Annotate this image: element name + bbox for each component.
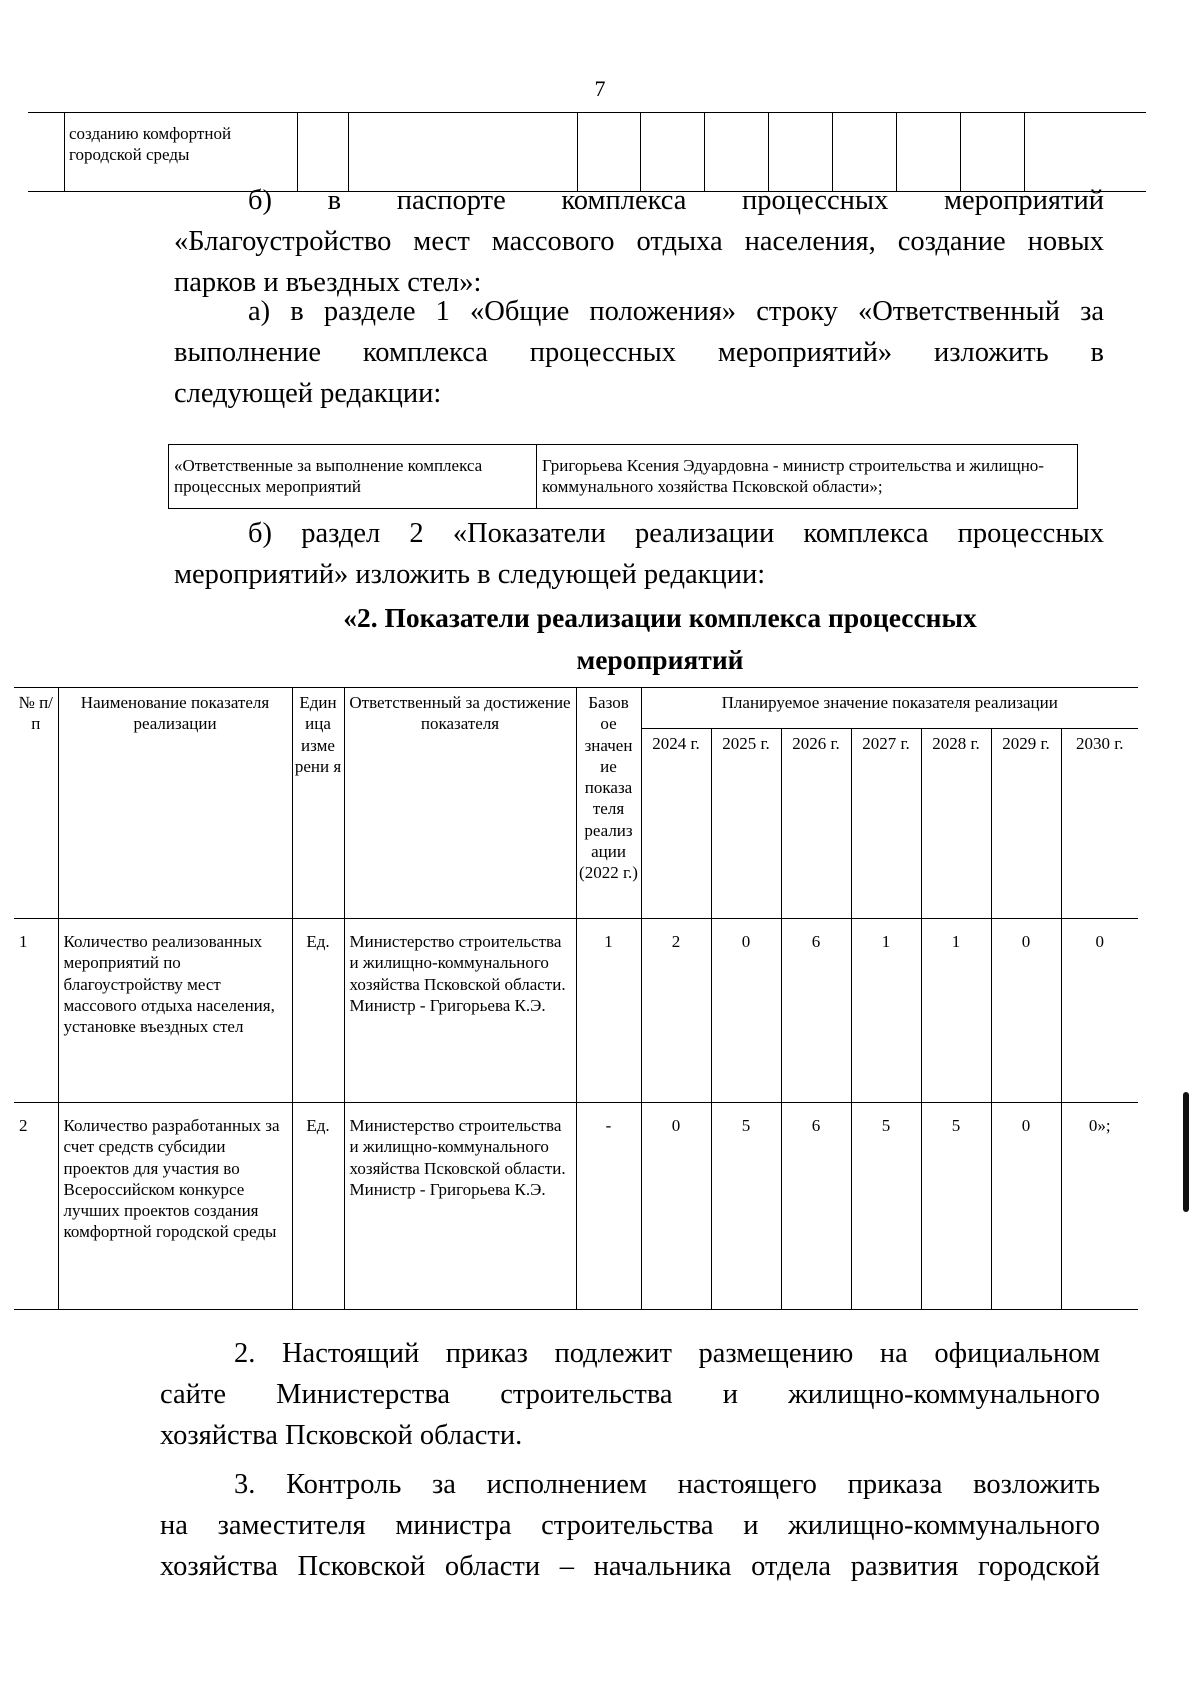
paragraph-line: мероприятий» изложить в следующей редакции: bbox=[174, 559, 766, 590]
table-header-row bbox=[14, 688, 1138, 729]
row-base-value: 1 bbox=[576, 919, 641, 1103]
paragraph-b-passport bbox=[174, 180, 1104, 303]
header-year: 2027 г. bbox=[851, 729, 921, 919]
row-year-value: 0 bbox=[641, 1103, 711, 1310]
paragraph-line: а) в разделе 1 «Общие положения» строку «Ответственный за bbox=[248, 296, 1104, 327]
header-indicator-name: Наименование показателя реализации bbox=[58, 688, 292, 919]
responsible-table bbox=[168, 444, 1078, 509]
header-planned-values: Планируемое значение показателя реализации bbox=[641, 688, 1138, 729]
responsible-value: Григорьева Ксения Эдуардовна - министр строительства и жилищно-коммунального хозяйства Псковской области»; bbox=[537, 445, 1078, 509]
header-year: 2030 г. bbox=[1061, 729, 1138, 919]
section-heading-line1: «2. Показатели реализации комплекса процессных bbox=[343, 602, 977, 633]
paragraph-3 bbox=[160, 1464, 1100, 1587]
table-row bbox=[14, 919, 1138, 1103]
paragraph-line: на заместителя министра строительства и жилищно-коммунального bbox=[160, 1510, 1100, 1541]
row-num: 2 bbox=[14, 1103, 58, 1310]
header-year: 2028 г. bbox=[921, 729, 991, 919]
paragraph-line: сайте Министерства строительства и жилищно-коммунального bbox=[160, 1379, 1100, 1410]
row-year-value: 1 bbox=[851, 919, 921, 1103]
paragraph-line: 2. Настоящий приказ подлежит размещению на официальном bbox=[234, 1338, 1100, 1369]
paragraph-line: хозяйства Псковской области. bbox=[160, 1420, 523, 1451]
row-year-value: 0 bbox=[991, 1103, 1061, 1310]
row-year-value: 0»; bbox=[1061, 1103, 1138, 1310]
row-year-value: 5 bbox=[851, 1103, 921, 1310]
row-num: 1 bbox=[14, 919, 58, 1103]
row-base-value: - bbox=[576, 1103, 641, 1310]
row-year-value: 0 bbox=[991, 919, 1061, 1103]
row-year-value: 6 bbox=[781, 1103, 851, 1310]
paragraph-2 bbox=[160, 1333, 1100, 1456]
paragraph-line: парков и въездных стел»: bbox=[174, 267, 482, 298]
paragraph-line: 3. Контроль за исполнением настоящего приказа возложить bbox=[234, 1469, 1100, 1500]
header-base-value: Базов ое значен ие показа теля реализ ации (2022 г.) bbox=[576, 688, 641, 919]
paragraph-line: «Благоустройство мест массового отдыха населения, создание новых bbox=[174, 226, 1104, 257]
row-unit: Ед. bbox=[292, 919, 344, 1103]
row-responsible: Министерство строительства и жилищно-коммунального хозяйства Псковской области. Министр - Григорьева К.Э. bbox=[344, 919, 576, 1103]
paragraph-line: следующей редакции: bbox=[174, 378, 442, 409]
row-year-value: 5 bbox=[921, 1103, 991, 1310]
indicators-table bbox=[14, 687, 1138, 1310]
row-year-value: 0 bbox=[1061, 919, 1138, 1103]
row-year-value: 6 bbox=[781, 919, 851, 1103]
header-num: № п/п bbox=[14, 688, 58, 919]
header-year: 2024 г. bbox=[641, 729, 711, 919]
row-indicator-name: Количество реализованных мероприятий по благоустройству мест массового отдыха населения, установке въездных стел bbox=[58, 919, 292, 1103]
header-responsible: Ответственный за достижение показателя bbox=[344, 688, 576, 919]
row-responsible: Министерство строительства и жилищно-коммунального хозяйства Псковской области. Министр - Григорьева К.Э. bbox=[344, 1103, 576, 1310]
paragraph-line: б) раздел 2 «Показатели реализации комплекса процессных bbox=[248, 518, 1104, 549]
row-year-value: 1 bbox=[921, 919, 991, 1103]
paragraph-line: хозяйства Псковской области – начальника отдела развития городской bbox=[160, 1551, 1100, 1582]
table-row bbox=[14, 1103, 1138, 1310]
paragraph-a-section1 bbox=[174, 291, 1104, 414]
scan-mark bbox=[1183, 1092, 1189, 1212]
header-year: 2029 г. bbox=[991, 729, 1061, 919]
row-year-value: 2 bbox=[641, 919, 711, 1103]
paragraph-line: выполнение комплекса процессных мероприятий» изложить в bbox=[174, 337, 1104, 368]
header-year: 2025 г. bbox=[711, 729, 781, 919]
paragraph-line: б) в паспорте комплекса процессных мероприятий bbox=[248, 185, 1104, 216]
row-year-value: 5 bbox=[711, 1103, 781, 1310]
section-heading-line2: мероприятий bbox=[576, 644, 744, 675]
row-indicator-name: Количество разработанных за счет средств субсидии проектов для участия во Всероссийском конкурсе лучших проектов создания комфортной городской среды bbox=[58, 1103, 292, 1310]
row-unit: Ед. bbox=[292, 1103, 344, 1310]
row-year-value: 0 bbox=[711, 919, 781, 1103]
paragraph-b-section2 bbox=[174, 513, 1104, 595]
header-year: 2026 г. bbox=[781, 729, 851, 919]
responsible-label: «Ответственные за выполнение комплекса процессных мероприятий bbox=[169, 445, 537, 509]
header-unit: Един ица изме рени я bbox=[292, 688, 344, 919]
continuation-indicator-name: созданию комфортной городской среды bbox=[65, 113, 298, 192]
page-number: 7 bbox=[594, 76, 606, 101]
table-row bbox=[169, 445, 1078, 509]
